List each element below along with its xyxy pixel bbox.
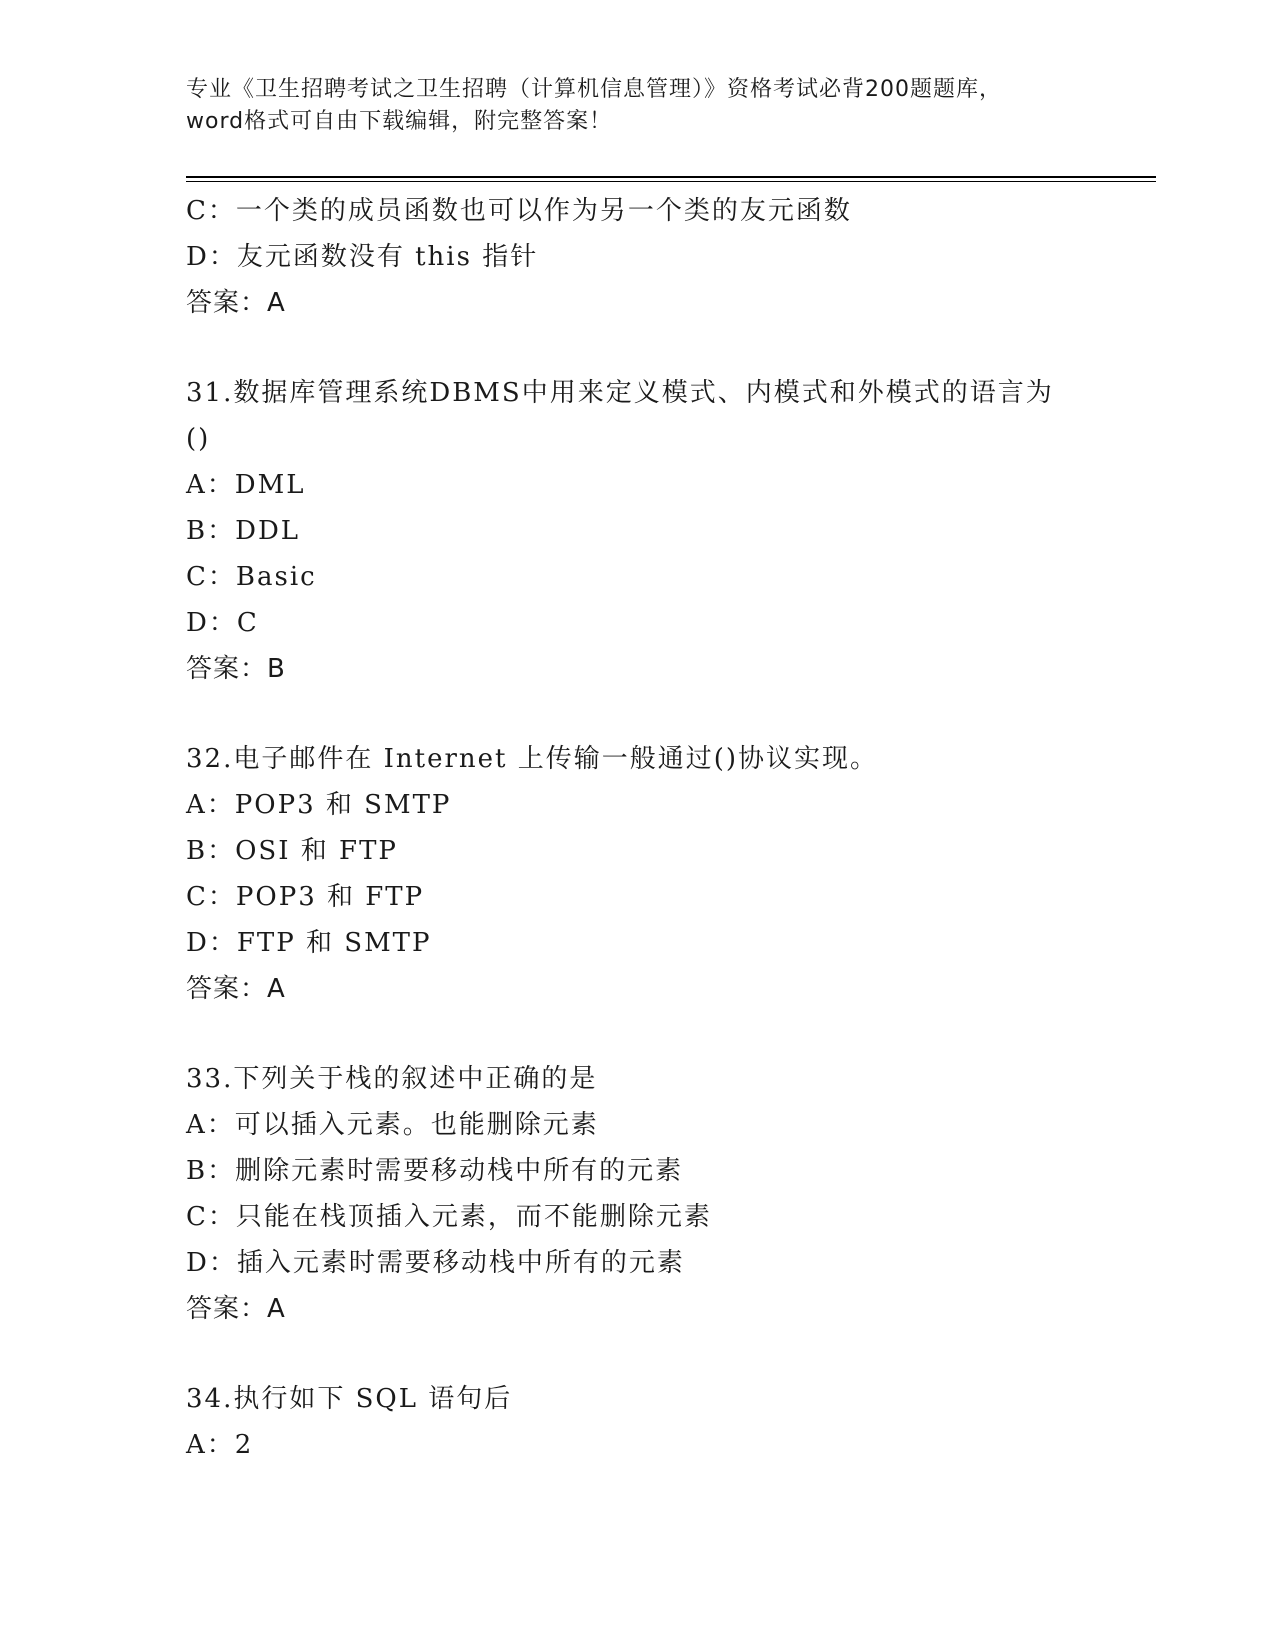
option-c: C：POP3 和 FTP: [186, 882, 425, 912]
spacer: [186, 1012, 1146, 1056]
question-stem: 33.下列关于栈的叙述中正确的是: [186, 1064, 598, 1094]
question-stem: 32.电子邮件在 Internet 上传输一般通过()协议实现。: [186, 744, 879, 774]
question-30-continued: [186, 188, 1146, 326]
option-a: A：POP3 和 SMTP: [186, 790, 452, 820]
question-stem: 34.执行如下 SQL 语句后: [186, 1384, 513, 1414]
answer-line: 答案：B: [186, 654, 286, 684]
spacer: [186, 1332, 1146, 1376]
option-b: B：OSI 和 FTP: [186, 836, 398, 866]
answer-line: 答案：A: [186, 288, 286, 318]
option-b: B：删除元素时需要移动栈中所有的元素: [186, 1156, 684, 1186]
option-d: D：插入元素时需要移动栈中所有的元素: [186, 1248, 685, 1278]
answer-line: 答案：A: [186, 1294, 286, 1324]
page-header: [186, 74, 1086, 138]
option-d: D：友元函数没有 this 指针: [186, 242, 539, 272]
option-a: A：2: [186, 1430, 254, 1460]
spacer: [186, 326, 1146, 370]
question-34: [186, 1376, 1146, 1468]
header-title-line-2: word格式可自由下载编辑，附完整答案！: [186, 109, 613, 134]
header-divider-thick: [186, 176, 1156, 178]
question-stem: 31.数据库管理系统DBMS中用来定义模式、内模式和外模式的语言为: [186, 378, 1054, 408]
option-c: C：一个类的成员函数也可以作为另一个类的友元函数: [186, 196, 852, 226]
answer-line: 答案：A: [186, 974, 286, 1004]
question-stem-continued: (): [186, 424, 211, 454]
option-d: D：C: [186, 608, 259, 638]
option-c: C：只能在栈顶插入元素，而不能删除元素: [186, 1202, 712, 1232]
question-31: [186, 370, 1146, 692]
option-d: D：FTP 和 SMTP: [186, 928, 432, 958]
question-32: [186, 736, 1146, 1012]
option-a: A：可以插入元素。也能删除元素: [186, 1110, 599, 1140]
header-title-line-1: 专业《卫生招聘考试之卫生招聘（计算机信息管理）》资格考试必背200题题库，: [186, 77, 1002, 102]
option-b: B：DDL: [186, 516, 301, 546]
option-a: A：DML: [186, 470, 306, 500]
header-divider-thin: [186, 181, 1156, 182]
question-list: [186, 188, 1146, 1468]
option-c: C：Basic: [186, 562, 317, 592]
question-33: [186, 1056, 1146, 1332]
spacer: [186, 692, 1146, 736]
